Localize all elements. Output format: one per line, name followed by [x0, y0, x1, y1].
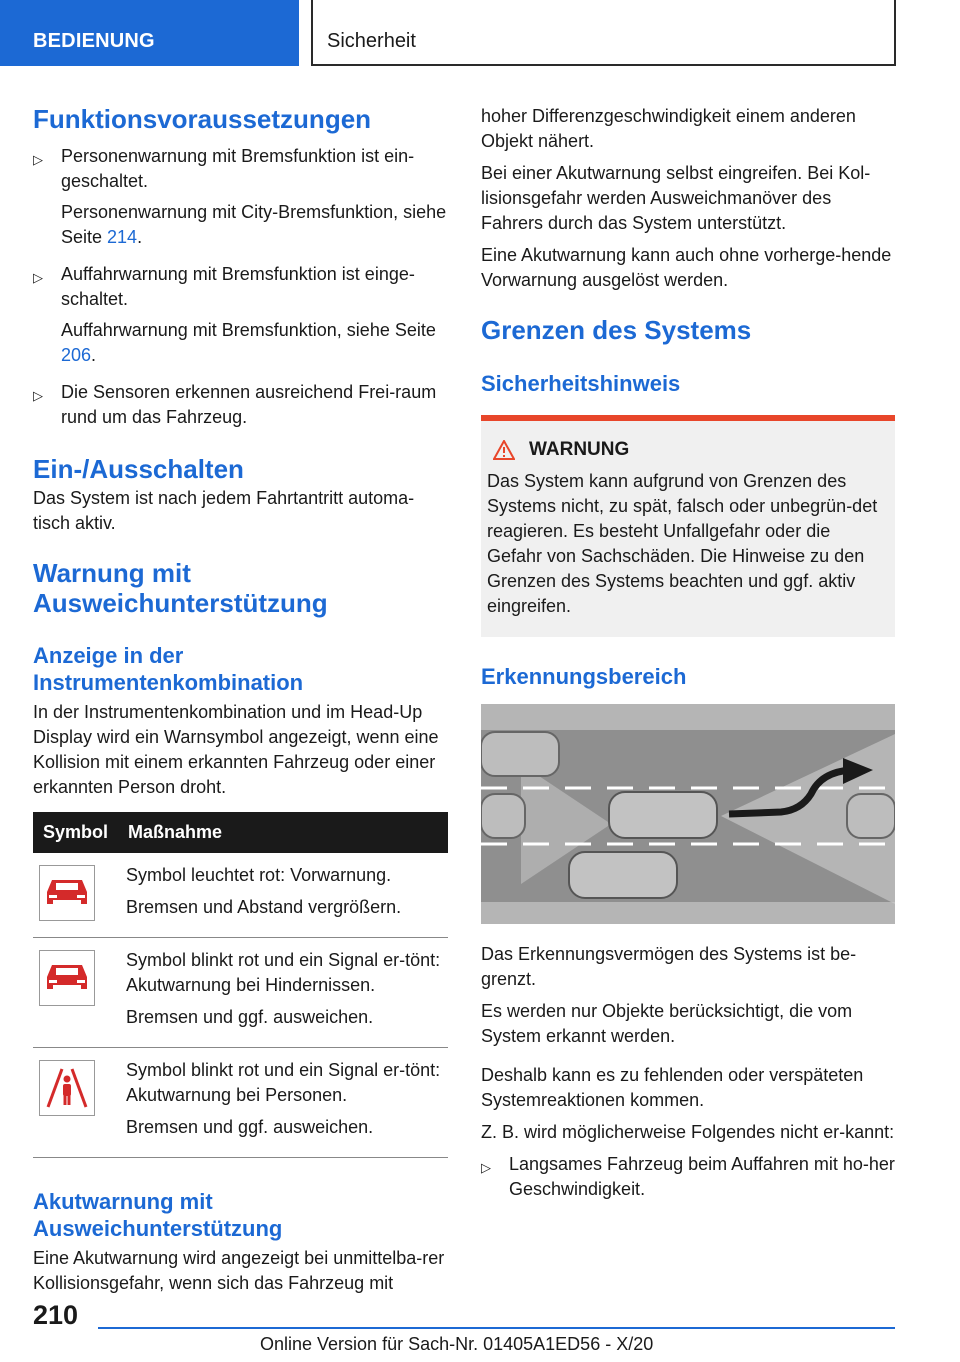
triangle-bullet-icon: ▷	[481, 1160, 491, 1175]
triangle-bullet-icon: ▷	[33, 270, 43, 285]
right-column	[481, 104, 895, 1209]
paragraph: Bei einer Akutwarnung selbst eingreifen. Bei Kol-lisionsgefahr werden Ausweichmanöver des Fahrers durch das System unterstützt.	[481, 163, 871, 233]
continued-text: hoher Differenzgeschwindigkeit einem anderen Objekt nähert.	[481, 106, 856, 151]
left-column	[33, 100, 448, 1303]
heading-display: Anzeige in der Instrumentenkombination	[33, 643, 304, 695]
symbol-table	[33, 812, 448, 1158]
heading-safety: Sicherheitshinweis	[481, 371, 681, 396]
page-number: 210	[33, 1300, 79, 1330]
heading-requirements: Funktionsvoraussetzungen	[33, 104, 372, 134]
header-chapter: Sicherheit	[311, 0, 896, 66]
warning-triangle-icon	[493, 440, 515, 460]
list-item: ▷ Personenwarnung mit Bremsfunktion ist ein-geschaltet. Personenwarnung mit City-Bremsfunktion, siehe Seite 214.	[33, 146, 447, 247]
triangle-bullet-icon: ▷	[33, 388, 43, 403]
display-text: In der Instrumentenkombination und im Head-Up Display wird ein Warnsymbol angezeigt, wenn eine Kollision mit einem erkannten Fahrzeug oder einer erkannten Person droht.	[33, 702, 439, 797]
acute-text: Eine Akutwarnung wird angezeigt bei unmittelba-rer Kollisionsgefahr, wenn sich das Fahrzeug mit	[33, 1248, 445, 1293]
on-off-text: Das System ist nach jedem Fahrtantritt automa-tisch aktiv.	[33, 488, 415, 533]
triangle-bullet-icon: ▷	[33, 152, 43, 167]
header-section-tab: BEDIENUNG	[0, 0, 299, 66]
pedestrian-warning-icon	[39, 1060, 95, 1116]
range-list	[481, 1152, 895, 1202]
paragraph: Es werden nur Objekte berücksichtigt, die vom System erkannt werden.	[481, 1001, 853, 1046]
car-warning-icon	[39, 950, 95, 1006]
list-item: ▷ Langsames Fahrzeug beim Auffahren mit ho-her Geschwindigkeit.	[481, 1154, 895, 1199]
table-row: Symbol leuchtet rot: Vorwarnung. Bremsen und Abstand vergrößern.	[33, 853, 448, 938]
heading-on-off: Ein-/Ausschalten	[33, 454, 244, 484]
paragraph: Z. B. wird möglicherweise Folgendes nicht er-kannt:	[481, 1122, 895, 1142]
warning-box	[481, 415, 895, 637]
paragraph: Deshalb kann es zu fehlenden oder verspäteten Systemreaktionen kommen.	[481, 1065, 864, 1110]
footer-version-text: Online Version für Sach-Nr. 01405A1ED56 - X/20	[260, 1334, 654, 1354]
car-warning-icon	[39, 865, 95, 921]
warning-title: WARNUNG	[529, 439, 630, 460]
paragraph: Das Erkennungsvermögen des Systems ist be-grenzt.	[481, 944, 857, 989]
col-action-header: Maßnahme	[126, 812, 448, 853]
footer-divider	[98, 1327, 895, 1329]
heading-acute-warning: Akutwarnung mit Ausweichunterstützung	[33, 1189, 283, 1241]
warning-text: Das System kann aufgrund von Grenzen des Systems nicht, zu spät, falsch oder unbegrün-det reagieren. Es besteht Unfallgefahr oder die Gefahr von Sachschäden. Die Hinweise zu den Grenzen des Systems beachten und ggf. aktiv eingreifen.	[487, 471, 878, 616]
requirements-list	[33, 144, 448, 430]
heading-detection-range: Erkennungsbereich	[481, 664, 687, 689]
table-row: Symbol blinkt rot und ein Signal er-tönt: Akutwarnung bei Personen. Bremsen und ggf. ausweichen.	[33, 1048, 448, 1158]
paragraph: Eine Akutwarnung kann auch ohne vorherge-hende Vorwarnung ausgelöst werden.	[481, 245, 892, 290]
heading-limits: Grenzen des Systems	[481, 315, 752, 345]
list-item: ▷ Die Sensoren erkennen ausreichend Frei-raum rund um das Fahrzeug.	[33, 382, 437, 427]
detection-range-illustration	[481, 704, 895, 924]
heading-warning-assist: Warnung mit Ausweichunterstützung	[33, 558, 328, 618]
table-row: Symbol blinkt rot und ein Signal er-tönt: Akutwarnung bei Hindernissen. Bremsen und ggf. ausweichen.	[33, 938, 448, 1048]
col-symbol-header: Symbol	[33, 812, 126, 853]
list-item: ▷ Auffahrwarnung mit Bremsfunktion ist einge-schaltet. Auffahrwarnung mit Bremsfunktion, siehe Seite 206.	[33, 264, 436, 365]
page-link[interactable]: 206	[61, 345, 92, 365]
page-link[interactable]: 214	[107, 227, 138, 247]
